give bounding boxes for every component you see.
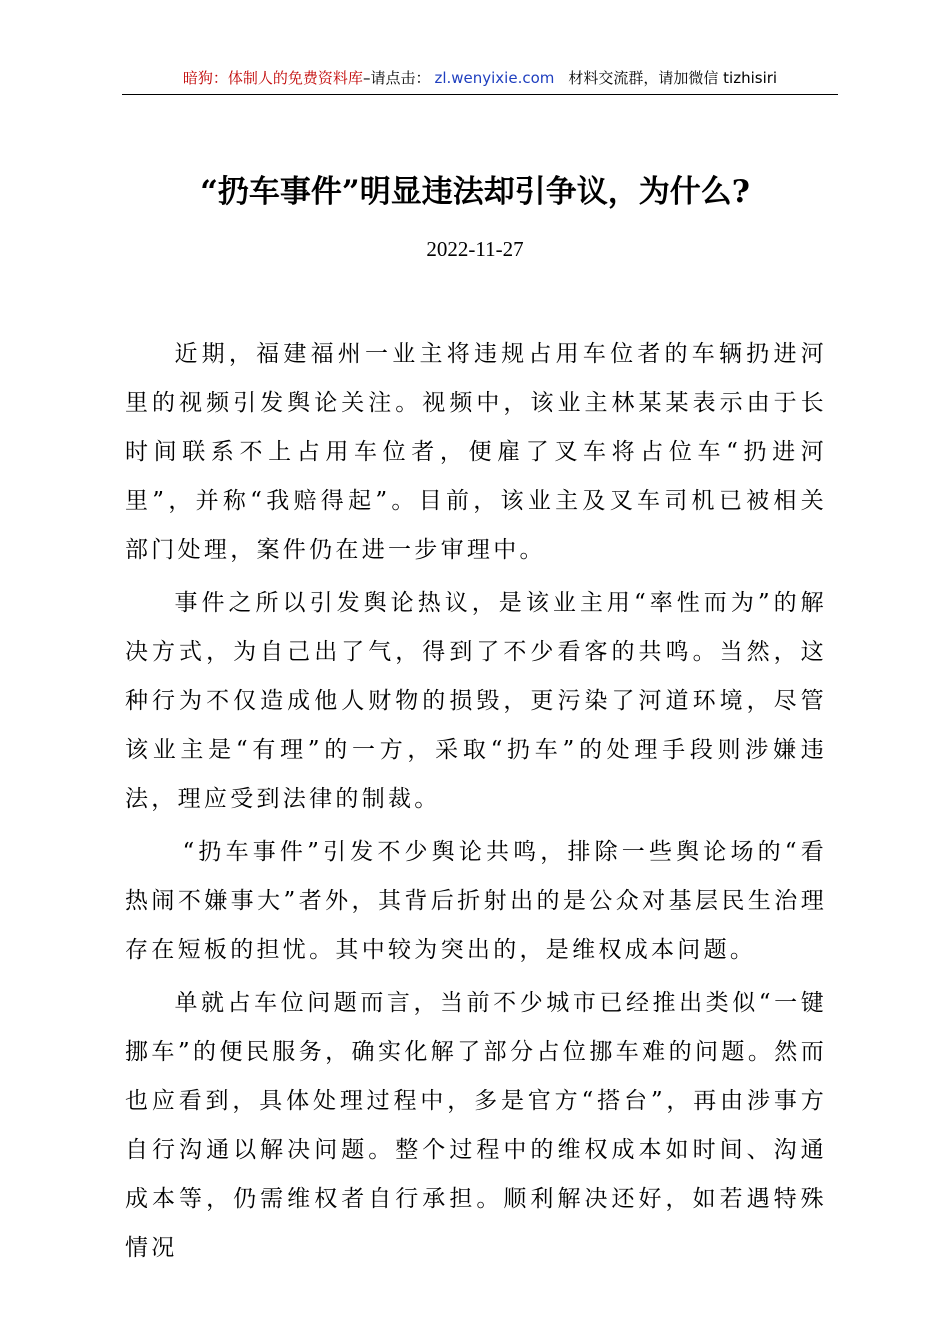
header-link[interactable]: zl.wenyixie.com	[434, 69, 555, 87]
header-contact: 材料交流群，请加微信 tizhisiri	[568, 69, 778, 87]
paragraph-3: “扔车事件”引发不少舆论共鸣，排除一些舆论场的“看热闹不嫌事大”者外，其背后折射出的是公众对基层民生治理存在短板的担忧。其中较为突出的，是维权成本问题。	[125, 839, 827, 963]
header-prompt: –请点击：	[362, 69, 431, 87]
document-title: “扔车事件”明显违法却引争议，为什么?	[200, 174, 750, 210]
paragraph-1: 近期，福建福州一业主将违规占用车位者的车辆扔进河里的视频引发舆论关注。视频中，该业主林某某表示由于长时间联系不上占用车位者，便雇了叉车将占位车“扔进河里”，并称“我赔得起”。目前，该业主及叉车司机已被相关部门处理，案件仍在进一步审理中。	[125, 341, 827, 563]
header-brand: 暗狗：体制人的免费资料库	[182, 69, 363, 87]
paragraph-4: 单就占车位问题而言，当前不少城市已经推出类似“一键挪车”的便民服务，确实化解了部分占位挪车难的问题。然而也应看到，具体处理过程中，多是官方“搭台”，再由涉事方自行沟通以解决问题。整个过程中的维权成本如时间、沟通成本等，仍需维权者自行承担。顺利解决还好，如若遇特殊情况	[125, 990, 827, 1261]
document-date: 2022-11-27	[426, 237, 524, 261]
page-header	[122, 66, 838, 95]
paragraph-2: 事件之所以引发舆论热议，是该业主用“率性而为”的解决方式，为自己出了气，得到了不少看客的共鸣。当然，这种行为不仅造成他人财物的损毁，更污染了河道环境，尽管该业主是“有理”的一方，采取“扔车”的处理手段则涉嫌违法，理应受到法律的制裁。	[125, 590, 827, 812]
article-body	[125, 330, 827, 1277]
